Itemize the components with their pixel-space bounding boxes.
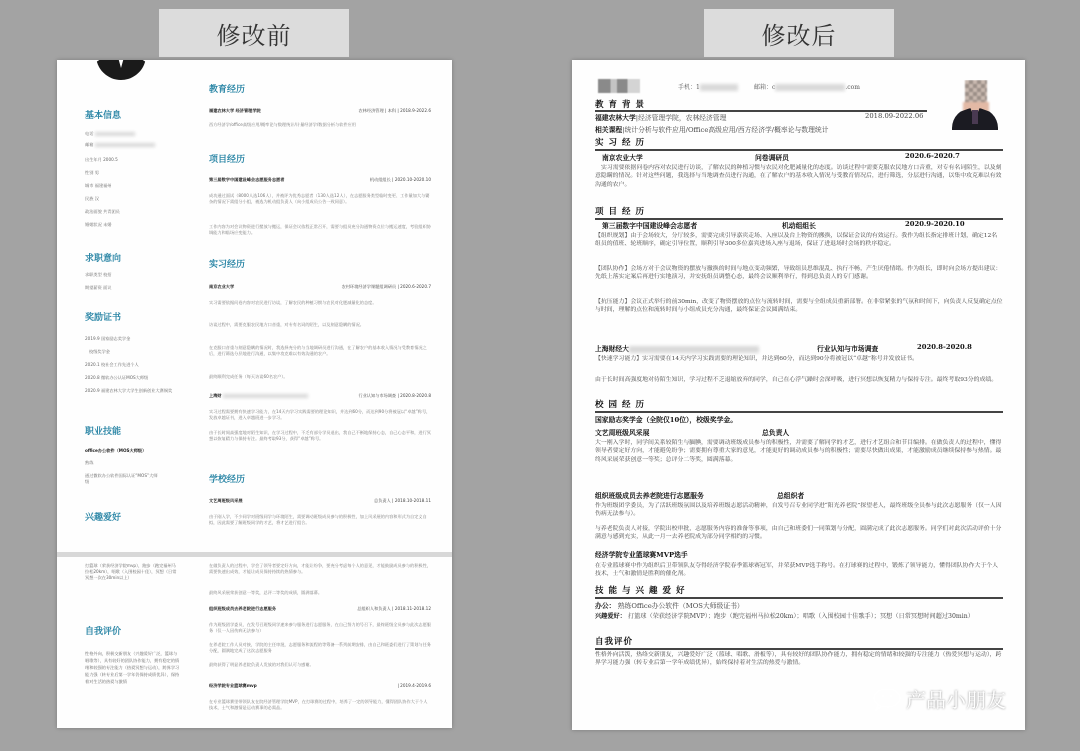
project-para: 成功通过面试（8000人选106人），并被评为优秀志愿者（130人选12人），在志愿服务类型临时变更、工作量加大与繁杂的情况下需组分小组，被选为机动组负责人（向小组成员公告一致同意）。 — [209, 193, 430, 205]
campus-org: 组织班级成员去养老院进行志愿服务 — [595, 492, 704, 500]
project-dates: 2020.9-2020.10 — [905, 220, 965, 228]
campus-para: 作为班级团学委员，在发号召班级同学速来参与服务进行志愿服务，在自己努力的号召下，最终班级全员参与此次志愿服务（仅一人因伤病无法参与） — [209, 622, 431, 634]
education-courses: 西方经济学/office高级应用/概率论与数理统计/计量经济学/数据分析与软件应用 — [209, 122, 356, 127]
heading-campus: 学校经历 — [209, 475, 246, 485]
project-para: 工作内容为对会议物资进行摆放与搬运，保证会议依程正常召开，需要与组员充分沟通物资点位与搬运速度，考验组织协调能力和临场应变能力。 — [209, 224, 431, 236]
heading-awards: 奖励证书 — [85, 313, 122, 323]
skill-name: office办公软件（MOS大师级） — [85, 448, 147, 453]
divider — [595, 648, 1003, 650]
intern-dates: 2020.6-2020.7 — [905, 152, 960, 160]
page-break — [57, 552, 452, 557]
info-phone: 电话 — [85, 131, 135, 137]
heading-project: 项目经历 — [209, 155, 246, 165]
skills-office: 办公： 熟练Office办公软件（MOS大师级证书） — [595, 602, 744, 610]
wechat-icon — [872, 687, 902, 711]
campus-row: 经济学院专业篮球赛mvp | 2019.4-2019.6 — [209, 683, 431, 688]
self-eval-text: 性格外向活泼，热络交新朋友，兴趣爱好广泛（篮球、唱歌、滑板等），具有较好的团队协作能力，拥有稳定的情绪和较强的专注能力（热爱冥想与运动），跨界学习能力强（转专业后第一学年成绩优异），始终保持着对生活的热爱与激情。 — [595, 652, 1002, 667]
internship-para: 访谈过程中，需要克服农民地方口音重，对专有名词的陌生，以及刻意隐瞒的情况。 — [209, 322, 364, 327]
intent-type: 求职类型 校招 — [85, 272, 112, 277]
heading-self-eval: 自我评价 — [595, 637, 634, 647]
campus-row: 文艺周班级风采展 总负责人 | 2018.10-2018.11 — [209, 498, 431, 503]
campus-para: 与养老院负责人对接，学院出校审批，志愿服务内容的准备等事项，由自己和班委们一同策划与分配，圆满完成了此次志愿服务。同学们对此次活动评价十分满意与感到充实，从此一月一去养老院成为部分同学相约的习惯。 — [595, 526, 1002, 541]
avatar-photo — [952, 80, 998, 130]
internship-para: 在克服口音重与刻意隐瞒的情况时，我选择充分的与当地调研员进行沟通，在了解农户的基本收入情况与受教育情况之后，进行筛选分层地进行沟通，以集中攻克难以有效沟通的农户。 — [209, 345, 427, 357]
campus-para: 在做负责人的过程中，学会了领导者要定好方向，才能让纷争，要充分考虑每个人的意见，才能鼓励成员参与的积极性，需要快速出成效，才能让成员保持持续的热情参与。 — [209, 563, 431, 575]
award-item: 2020.1 校社会工作先进个人 — [85, 362, 139, 367]
watermark-text: 产品小朋友 — [906, 688, 1006, 712]
internship-row: 上海财 行业认知与市场调查 | 2020.8-2020.8 — [209, 393, 431, 398]
project-org: 上海财经大 — [595, 343, 759, 353]
campus-highlight: 国家励志奖学金（全院仅10位），校级奖学金。 — [595, 416, 737, 424]
campus-role: 总组织者 — [777, 492, 805, 500]
heading-project: 项目经历 — [595, 207, 650, 217]
award-item: 2020.8 微软办公认证MOS大师级 — [85, 375, 149, 380]
hobbies-text: 打篮球（荣获经济学院mvp），跑步（跑完福州马拉松20km），唱歌（入围校园十佳），冥想（日常冥想一次在30min以上） — [85, 563, 177, 580]
award-item: 2019.9 国家励志奖学金 — [85, 336, 131, 341]
before-label: 修改前 — [159, 9, 349, 57]
avatar-photo — [96, 60, 146, 80]
divider — [595, 411, 1003, 413]
info-political: 政治面貌 共青团员 — [85, 209, 120, 214]
skill-level: 熟练 — [85, 460, 94, 465]
intern-para: 实习需要依据问卷内容对农民进行访谈，了解农民的种植习惯与农民对化肥减量化的态度。访谈过程中需要克服农民地方口音重，对专有名词陌生，以及刻意隐瞒的情况。针对这些问题，我选择与当地调查员进行沟通，在了解农户的基本收入情况与受教育情况后，进行筛选，分层进行沟通，以集中攻克难以有效沟通的农户。 — [595, 165, 1002, 188]
heading-internship: 实习经历 — [209, 260, 246, 270]
campus-row: 组织班级成员去养老院进行志愿服务 总组织人和负责人 | 2018.11-2018.12 — [209, 606, 431, 611]
internship-row: 南京农业大学 农村环境经济学课题组调研员 | 2020.6-2020.7 — [209, 284, 431, 289]
education-dates: 2018.09-2022.06 — [865, 112, 924, 120]
heading-basic-info: 基本信息 — [85, 111, 122, 121]
campus-para: 作为班级团学委员，为了活跃班级氛围以及培养班级志愿活动精神，自发号召专业同学进“阳光养老院”探望老人，最终班级全员参与此次志愿服务（仅一人因伤病无法参与）。 — [595, 503, 1002, 518]
campus-para: 最终风采展荣获创意一等奖，总评二等奖的成绩，圆满落幕。 — [209, 590, 323, 595]
project-org: 第三届数字中国建设峰会志愿者 — [602, 222, 698, 230]
project-role: 行业认知与市场调查 — [817, 345, 879, 353]
project-role: 机动组组长 — [782, 222, 816, 230]
campus-para: 在专业篮球赛里带领队友在院经济管理学院MVP，在打球赛的过程中，培养了一定的领导能力，懂得团队协作大于个人技术，士气和激情是运动赛事的必需品。 — [209, 699, 428, 711]
info-gender: 性别 男 — [85, 170, 99, 175]
self-eval-text: 性格外向，积极交新朋友（兴趣爱好广泛，篮球与唱歌等），具有较好的团队协作能力，拥有稳定的情绪和较强的专注能力（热爱冥想与运动），跨界学习能力强（转专业后第一学年仍保持成绩优异），保持着对生活的热爱与激情 — [85, 651, 180, 684]
project-dates: 2020.8-2020.8 — [917, 343, 972, 351]
heading-internship: 实习经历 — [595, 138, 650, 148]
heading-campus: 校园经历 — [595, 400, 650, 410]
project-para: 【抗压能力】会议正式举行的前30min，改变了物资摆放的点位与流转时间，需要与全组成员重新部署。在非常紧张的气氛和时间下，向负责人反复确定点位与时间，理解的点位和流转时间与小组成员充分沟通，最终保证会议圆满结束。 — [595, 299, 1003, 314]
info-ethnic: 民族 汉 — [85, 196, 99, 201]
heading-education: 教育经历 — [209, 85, 246, 95]
courses-row: 相关课程|统计分析与软件应用/Office高级应用/西方经济学/概率论与数理统计 — [595, 126, 829, 134]
heading-education: 教育背景 — [595, 100, 650, 110]
campus-para: 在养老院工作人员对接，学院的主任审批，志愿服务和流程的等筹备一系列前期安排，由自己和班委们进行了策划与任务分配，圆满地完成了这次志愿服务 — [209, 642, 431, 654]
divider — [595, 149, 1003, 151]
heading-skills: 职业技能 — [85, 427, 122, 437]
project-para: 【团队协作】会场方对于会议物资的摆放与撤换的时间与地点变动频繁，导致组员思维混乱、执行不畅，产生厌倦情绪。作为组长，即时向会场方提出建议：先纸上落实定案后再进行实地演习，并安抚组员调整心态，最终会议顺利举行，得到总负责人的专门感谢。 — [595, 266, 1002, 281]
education-row: 福建农林大学 经济管理学院 农林经济管理 | 本科 | 2018.9-2022.6 — [209, 108, 431, 113]
award-item: 2020.9 福建农林大学大学生创新创业大赛铜奖 — [85, 388, 173, 393]
heading-self-eval: 自我评价 — [85, 627, 122, 637]
email: 邮箱：c .com — [754, 84, 860, 91]
education-row: 福建农林大学|经济管理学院，农林经济管理 — [595, 114, 727, 122]
campus-para: 由于刚入学，不少同学对班级同学与环境陌生，需要调动班级成员参与的积极性，加上风采展的内容和形式为自定义自拟，因此需要了解班级同学的才艺，将才艺进行组合。 — [209, 514, 427, 526]
campus-para: 最终获得了明显养老院负责人发放的对我们认可与感谢。 — [209, 662, 314, 667]
campus-org: 文艺周班级风采展 — [595, 429, 650, 437]
heading-job-intent: 求职意向 — [85, 254, 122, 264]
after-label: 修改后 — [704, 9, 894, 57]
award-item: 校级奖学金 — [89, 349, 110, 354]
watermark — [872, 684, 1006, 713]
intern-role: 问卷调研员 — [755, 154, 789, 162]
campus-para: 在专业篮球赛中作为组织后卫带领队友夺得经济学院春季篮球赛冠军，并荣获MVP选手称号。在打球赛的过程中，锻炼了领导能力，懂得团队协作大于个人技术，士气和激情是胜利的催化剂。 — [595, 563, 999, 578]
project-row: 第三届数字中国建设峰会志愿服务志愿者 机动组组长 | 2020.10-2020.10 — [209, 177, 431, 182]
skills-hobby: 兴趣爱好： 打篮球（荣获经济学院MVP）；跑步（跑完福州马拉松20km）；唱歌（入围校园十佳歌手）；冥想（日常冥想时间超过30min） — [595, 613, 974, 620]
phone: 手机：1 — [678, 82, 738, 91]
project-para: 由于长时间高强度地对待陌生知识，学习过程不乏退缩放弃的同学，自己在心浮气躁时会深呼吸，进行冥想以恢复精力与保持专注。最终考取93分的成绩。 — [595, 377, 998, 383]
heading-hobbies: 兴趣爱好 — [85, 513, 122, 523]
resume-after — [572, 60, 1025, 730]
campus-para: 大一刚入学时，同学间关系较陌生与腼腆，需要调动班级成员参与的积极性，并需要了解同学的才艺，进行才艺组合和节目编排。在做负责人的过程中，懂得领导者要定好方向，才能避免纷争；需要拥有尊重大家的意见，才能更好的调动成员参与的积极性；需要尽快做出成果，才能激励成员继续保持参与热情。最终风采展荣获创意一等奖；总评分二等奖，圆满落幕。 — [595, 440, 1002, 463]
resume-before — [57, 60, 452, 728]
skill-desc: 通过微软办公软件国际认证“MOS”大师级 — [85, 473, 158, 484]
internship-para: 最终顺利完成任务（每天访谈60名农户）。 — [209, 374, 288, 379]
project-para: 【快速学习能力】实习需要在14天内学习实践需要的理论知识，并达到60分，而达到90分将被冠以“卓越”称号并发放证书。 — [595, 356, 919, 362]
intern-org: 南京农业大学 — [602, 154, 643, 162]
campus-role: 总负责人 — [762, 429, 790, 437]
internship-para: 实习需要依据问卷内容对农民进行访谈，了解农民的种植习惯与农民对化肥减量化的态度。 — [209, 300, 377, 305]
project-para: 【组织规划】由于会场较大，分厅较多，需要完成引导嘉宾走场、入座以及台上物资的搬换，以保证会议的有效运行。我作为组长指定排班计划，确定12名组员的值班、轮班顺序，确定引导位置，顺利引导300多位嘉宾进场入座与退场，保证了进退场时会场的秩序稳定。 — [595, 233, 998, 248]
internship-para: 由于长时间高强度地对陌生知识，在学习过程中，不乏有部分学员退出，我自己不断地保持心态，自己心态平和，进行冥想以恢复精力与保持专注。最终考取93分，获得“卓越”称号。 — [209, 430, 431, 442]
info-city: 城市 福建福州 — [85, 183, 112, 188]
info-marital: 婚姻状况 未婚 — [85, 222, 112, 227]
campus-org: 经济学院专业篮球赛MVP选手 — [595, 551, 688, 559]
info-birth: 出生年月 2000.5 — [85, 157, 118, 162]
intent-salary: 期望薪资 面议 — [85, 285, 112, 290]
info-email: 邮箱 — [85, 142, 155, 148]
name-redacted — [598, 79, 640, 93]
internship-para: 实习过程需要拥有快速学习能力，在14天内学习实践需要的理论知识，并达到60分，而达到90分将被冠以“卓越”称号，发放卓越证书，进入卓越班进一步学习。 — [209, 409, 431, 421]
heading-skills: 技能与兴趣爱好 — [595, 586, 690, 596]
divider — [595, 597, 1003, 599]
